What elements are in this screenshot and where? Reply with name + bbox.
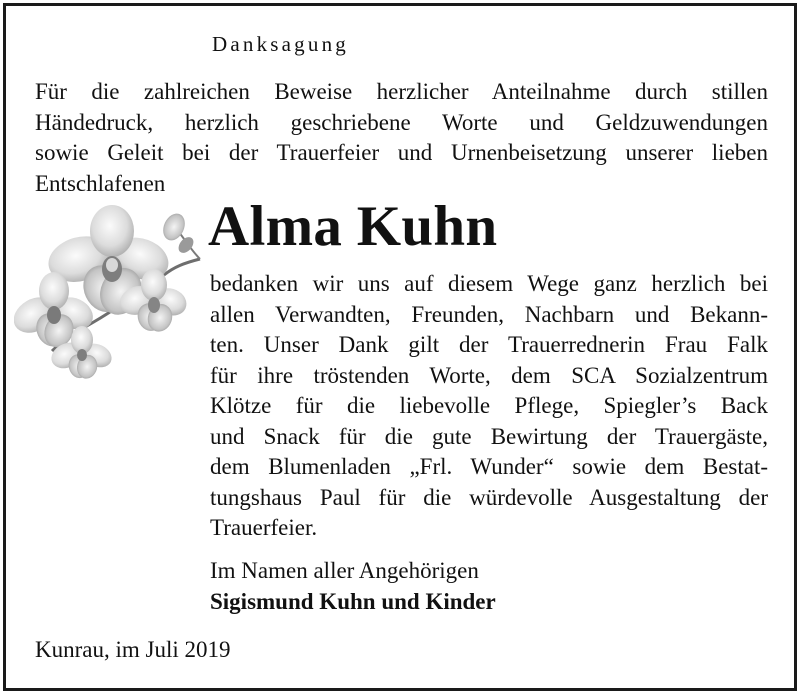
thanks-line: Trauerfeier. (210, 515, 318, 540)
intro-line: sowie Geleit bei der Trauerfeier und Urnenbeisetzung unserer lieben (35, 140, 768, 165)
thanks-line: für ihre tröstenden Worte, dem SCA Sozialzentrum (210, 362, 768, 388)
deceased-name: Alma Kuhn (208, 195, 498, 258)
thanks-paragraph (210, 269, 768, 544)
thanks-line: bedanken wir uns auf diesem Wege ganz herzlich bei (210, 271, 768, 296)
thanks-line: Klötze für die liebevolle Pflege, Spiegler’s Back (210, 393, 768, 418)
orchid-illustration (14, 205, 204, 385)
thanks-line: dem Blumenladen „Frl. Wunder“ sowie dem Bestat- (210, 454, 768, 479)
notice-heading: Danksagung (212, 32, 349, 56)
thanks-line: allen Verwandten, Freunden, Nachbarn und Bekann- (210, 301, 768, 327)
thanks-line: und Snack für die gute Bewirtung der Trauergäste, (210, 423, 768, 449)
thanks-line: ten. Unser Dank gilt der Trauerrednerin Frau Falk (210, 332, 768, 357)
place-date: Kunrau, im Juli 2019 (35, 637, 231, 662)
signatories: Sigismund Kuhn und Kinder (210, 589, 496, 614)
intro-line: Entschlafenen (35, 170, 166, 196)
thanks-line: tungshaus Paul für die würdevolle Ausgestaltung der (210, 484, 768, 510)
intro-line: Für die zahlreichen Beweise herzlicher Anteilnahme durch stillen (35, 79, 768, 104)
intro-paragraph (35, 77, 768, 199)
intro-line: Händedruck, herzlich geschriebene Worte und Geldzuwendungen (35, 109, 768, 135)
signature-intro: Im Namen aller Angehörigen (210, 558, 479, 583)
